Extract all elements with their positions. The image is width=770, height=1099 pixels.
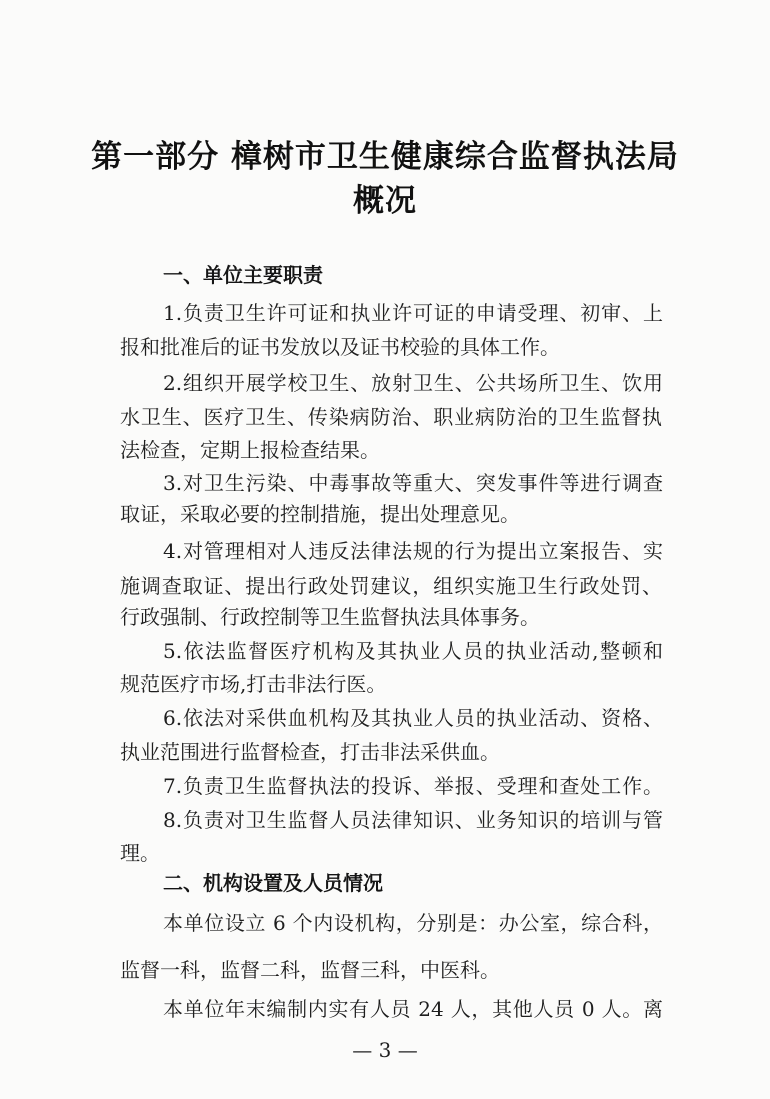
paragraph-line: 行政强制、行政控制等卫生监督执法具体事务。 — [120, 605, 540, 629]
paragraph-line: 规范医疗市场,打击非法行医。 — [120, 672, 387, 696]
paragraph-line: 7.负责卫生监督执法的投诉、举报、受理和查处工作。 — [163, 774, 663, 798]
paragraph-line: 6.依法对采供血机构及其执业人员的执业活动、资格、 — [163, 706, 663, 730]
paragraph-line: 4.对管理相对人违反法律法规的行为提出立案报告、实 — [163, 539, 663, 563]
paragraph-line: 水卫生、医疗卫生、传染病防治、职业病防治的卫生监督执 — [120, 405, 662, 429]
paragraph-line: 执业范围进行监督检查，打击非法采供血。 — [120, 740, 500, 764]
paragraph-line: 本单位设立 6 个内设机构，分别是：办公室，综合科， — [163, 911, 663, 935]
section-heading-organization: 二、机构设置及人员情况 — [163, 871, 383, 895]
paragraph-line: 2.组织开展学校卫生、放射卫生、公共场所卫生、饮用 — [163, 371, 663, 395]
paragraph-line: 理。 — [120, 841, 160, 865]
paragraph-line: 监督一科，监督二科，监督三科，中医科。 — [120, 958, 500, 982]
paragraph-line: 1.负责卫生许可证和执业许可证的申请受理、初审、上 — [163, 301, 663, 325]
document-title: 第一部分 樟树市卫生健康综合监督执法局 — [91, 139, 679, 175]
section-heading-responsibilities: 一、单位主要职责 — [163, 263, 323, 287]
paragraph-line: 5.依法监督医疗机构及其执业人员的执业活动,整顿和 — [163, 639, 663, 663]
page-number: — 3 — — [352, 1038, 418, 1062]
paragraph-line: 报和批准后的证书发放以及证书校验的具体工作。 — [120, 335, 560, 359]
paragraph-line: 取证，采取必要的控制措施，提出处理意见。 — [120, 502, 520, 526]
document-title-continued: 概况 — [353, 183, 417, 219]
paragraph-line: 8.负责对卫生监督人员法律知识、业务知识的培训与管 — [163, 808, 663, 832]
paragraph-line: 3.对卫生污染、中毒事故等重大、突发事件等进行调查 — [163, 471, 663, 495]
paragraph-line: 法检查，定期上报检查结果。 — [120, 438, 380, 462]
paragraph-line: 施调查取证、提出行政处罚建议，组织实施卫生行政处罚、 — [120, 574, 662, 598]
paragraph-line: 本单位年末编制内实有人员 24 人，其他人员 0 人。离 — [163, 997, 663, 1021]
